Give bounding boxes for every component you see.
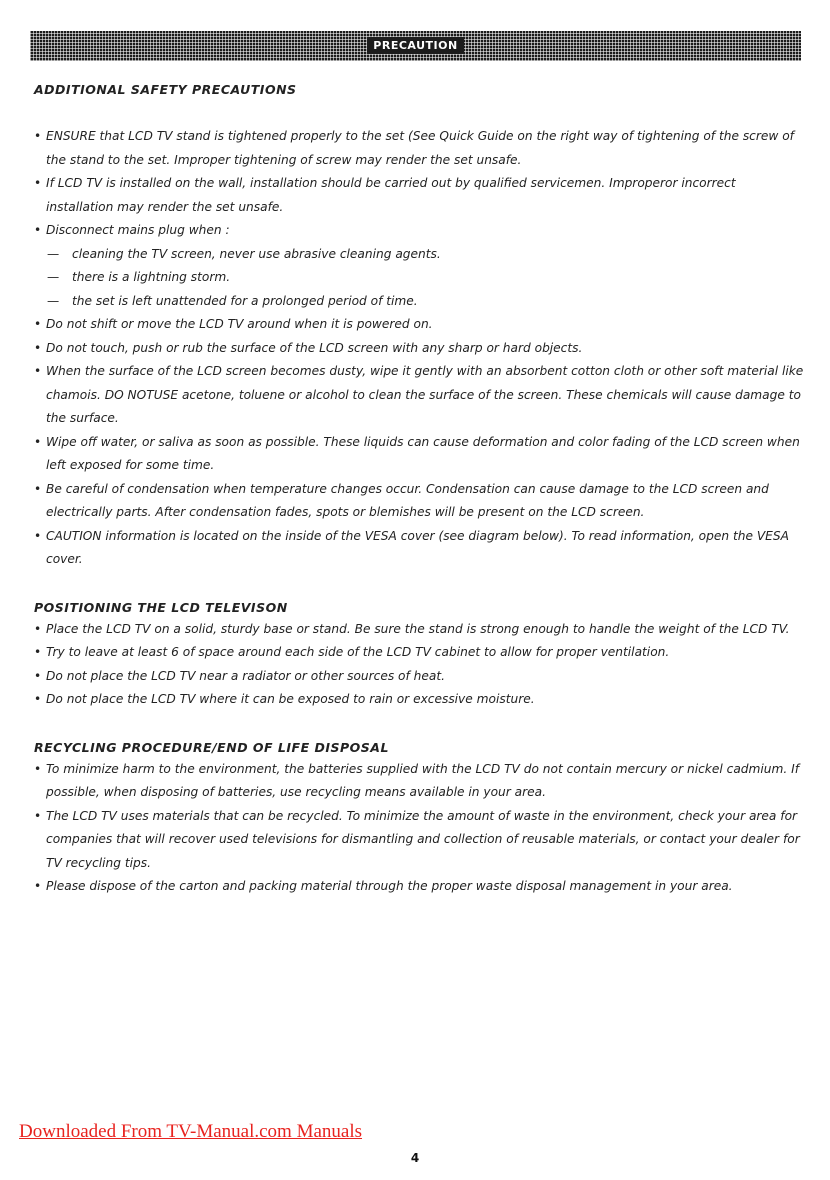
list-item: • ENSURE that LCD TV stand is tightened properly to the set (See Quick Guide on the right way of tightening of the screw of the stand to the set. Improper tightening of screw may render the set unsafe. <box>34 125 804 172</box>
page-header-title: PRECAUTION <box>367 37 463 54</box>
list-item: • If LCD TV is installed on the wall, installation should be carried out by qualified servicemen. Improperor incorrect installation may render the set unsafe. <box>34 172 804 219</box>
list-item: • Do not shift or move the LCD TV around when it is powered on. <box>34 313 804 337</box>
header-bar <box>30 31 801 61</box>
list-item: • Place the LCD TV on a solid, sturdy base or stand. Be sure the stand is strong enough to handle the weight of the LCD TV. <box>34 618 804 642</box>
list-item: • The LCD TV uses materials that can be recycled. To minimize the amount of waste in the environment, check your area for companies that will recover used televisions for dismantling and collection of reusable materials, or contact your dealer for TV recycling tips. <box>34 805 804 876</box>
section-title-recycling: RECYCLING PROCEDURE/END OF LIFE DISPOSAL <box>34 739 389 755</box>
sub-list-item: — the set is left unattended for a prolonged period of time. <box>34 290 804 314</box>
content <box>34 80 804 899</box>
sub-list-item: — cleaning the TV screen, never use abrasive cleaning agents. <box>34 243 804 267</box>
list-item: • When the surface of the LCD screen becomes dusty, wipe it gently with an absorbent cotton cloth or other soft material like chamois. DO NOTUSE acetone, toluene or alcohol to clean the surface of the screen. These chemicals will cause damage to the surface. <box>34 360 804 431</box>
list-item: • To minimize harm to the environment, the batteries supplied with the LCD TV do not contain mercury or nickel cadmium. If possible, when disposing of batteries, use recycling means available in your area. <box>34 758 804 805</box>
additional-safety-list <box>34 125 804 572</box>
section-title-additional-safety: ADDITIONAL SAFETY PRECAUTIONS <box>34 82 297 97</box>
list-item: • CAUTION information is located on the inside of the VESA cover (see diagram below). To read information, open the VESA cover. <box>34 525 804 572</box>
list-item: • Disconnect mains plug when : <box>34 219 804 243</box>
recycling-list <box>34 758 804 899</box>
list-item: • Try to leave at least 6 of space around each side of the LCD TV cabinet to allow for proper ventilation. <box>34 641 804 665</box>
page-number: 4 <box>410 1151 420 1165</box>
list-item: • Do not place the LCD TV near a radiator or other sources of heat. <box>34 665 804 689</box>
positioning-list <box>34 618 804 712</box>
list-item: • Be careful of condensation when temperature changes occur. Condensation can cause damage to the LCD screen and electrically parts. After condensation fades, spots or blemishes will be present on the LCD screen. <box>34 478 804 525</box>
list-item: • Please dispose of the carton and packing material through the proper waste disposal management in your area. <box>34 875 804 899</box>
list-item: • Do not touch, push or rub the surface of the LCD screen with any sharp or hard objects. <box>34 337 804 361</box>
sub-list-item: — there is a lightning storm. <box>34 266 804 290</box>
list-item: • Do not place the LCD TV where it can be exposed to rain or excessive moisture. <box>34 688 804 712</box>
section-title-positioning: POSITIONING THE LCD TELEVISON <box>34 599 288 615</box>
list-item: • Wipe off water, or saliva as soon as possible. These liquids can cause deformation and color fading of the LCD screen when left exposed for some time. <box>34 431 804 478</box>
download-source-link[interactable]: Downloaded From TV-Manual.com Manuals <box>19 1121 363 1142</box>
